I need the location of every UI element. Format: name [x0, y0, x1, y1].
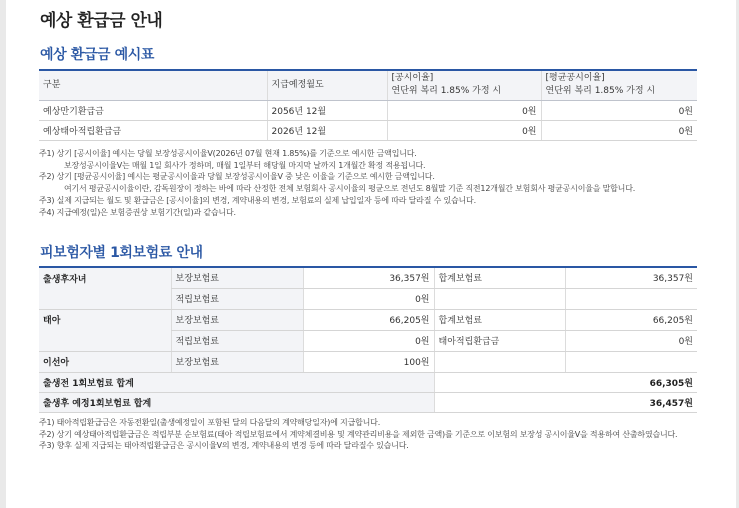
header-public-rate-sub: 연단위 복리 1.85% 가정 시 — [391, 86, 502, 97]
premium-amount: 66,205원 — [303, 309, 434, 330]
note-line: 주2) 상기 예상태아적립환급금은 적립부분 순보험료(태아 적립보험료에서 계약체결비용 및 계약관리비용을 제외한 금액)를 기준으로 이보험의 보장성 공시이율V을 적용하여 산출하였습니다. — [39, 429, 678, 439]
table-row — [39, 351, 697, 372]
total-value: 36,357원 — [565, 267, 697, 288]
row-month: 2026년 12월 — [267, 120, 387, 140]
insured-name: 태아 — [39, 309, 171, 330]
note-line: 보장성공시이율Ⅴ는 매월 1일 회사가 정하며, 매월 1일부터 해당월 마지막 날까지 1개월간 확정 적용됩니다. — [64, 160, 426, 170]
table-row — [39, 100, 697, 120]
table-row — [39, 120, 697, 140]
row-month: 2056년 12월 — [267, 100, 387, 120]
row-name: 예상만기환급금 — [39, 100, 267, 120]
total-label: 합계보험료 — [434, 267, 565, 288]
summary-value: 36,457원 — [434, 392, 697, 412]
note-line: 주1) 상기 [공시이율] 예시는 당월 보장성공시이율Ⅴ(2026년 07월 현재 1.85%)를 기준으로 예시한 금액입니다. — [39, 149, 417, 158]
total-label: 합계보험료 — [434, 309, 565, 330]
table-row — [39, 288, 697, 309]
summary-label: 출생전 1회보험료 합계 — [39, 372, 434, 392]
refund-estimate-table — [39, 69, 697, 141]
row-average-rate-value: 0원 — [541, 120, 697, 140]
total-value: 66,205원 — [565, 309, 697, 330]
note-line: 주4) 지급예정(일)은 보험증권상 보험기간(일)과 같습니다. — [39, 207, 236, 217]
insured-name — [39, 330, 171, 351]
total-label — [434, 351, 565, 372]
note-line: 주2) 상기 [평균공시이율] 예시는 평균공시이율과 당월 보장성공시이율Ⅴ 중 낮은 이율을 기준으로 예시한 금액입니다. — [39, 172, 435, 182]
premium-notes — [39, 417, 677, 452]
note-line: 여기서 평균공시이율이란, 감독원장이 정하는 바에 따라 산정한 전체 보험회사 공시이율의 평균으로 전년도 8월말 기준 직전12개월간 보험회사 평균공시이율을 말합니다. — [64, 184, 636, 194]
refund-notes — [39, 148, 635, 218]
premium-type: 적립보험료 — [171, 288, 303, 309]
header-payment-month: 지급예정월도 — [267, 70, 387, 100]
note-line: 주1) 태아적립환급금은 자동전환일(출생예정일이 포함된 달의 다음달의 계약해당일자)에 지급합니다. — [39, 418, 381, 427]
note-line: 주3) 실제 지급되는 월도 및 환급금은 [공시이율]의 변경, 계약내용의 변경, 보험료의 실제 납입일자 등에 따라 달라질 수 있습니다. — [39, 195, 476, 205]
total-value — [565, 351, 697, 372]
header-average-rate-label: [평균공시이율] — [545, 73, 605, 84]
premium-table — [39, 266, 697, 413]
premium-type: 적립보험료 — [171, 330, 303, 351]
premium-amount: 0원 — [303, 288, 434, 309]
page-title: 예상 환급금 안내 — [40, 11, 163, 31]
row-average-rate-value: 0원 — [541, 100, 697, 120]
document-sheet — [6, 0, 736, 508]
insured-name — [39, 288, 171, 309]
header-average-rate — [541, 70, 697, 100]
premium-type: 보장보험료 — [171, 267, 303, 288]
summary-value: 66,305원 — [434, 372, 697, 392]
table-row — [39, 309, 697, 330]
table-row — [39, 330, 697, 351]
refund-table-title: 예상 환급금 예시표 — [40, 47, 154, 63]
header-public-rate — [387, 70, 541, 100]
total-value: 0원 — [565, 330, 697, 351]
total-label: 태아적립환급금 — [434, 330, 565, 351]
refund-table-header — [39, 70, 697, 100]
premium-type: 보장보험료 — [171, 351, 303, 372]
note-line: 주3) 향후 실제 지급되는 태아적립환급금은 공시이율V의 변경, 계약내용의 변경 등에 따라 달라질수 있습니다. — [39, 441, 409, 451]
summary-row — [39, 392, 697, 412]
header-average-rate-sub: 연단위 복리 1.85% 가정 시 — [545, 86, 656, 97]
summary-label: 출생후 예정1회보험료 합계 — [39, 392, 434, 412]
summary-row — [39, 372, 697, 392]
insured-name: 출생후자녀 — [39, 267, 171, 288]
premium-amount: 36,357원 — [303, 267, 434, 288]
total-value — [565, 288, 697, 309]
header-public-rate-label: [공시이율] — [391, 73, 434, 84]
header-category: 구분 — [39, 70, 267, 100]
row-public-rate-value: 0원 — [387, 120, 541, 140]
insured-name: 이선아 — [39, 351, 171, 372]
row-name: 예상태아적립환급금 — [39, 120, 267, 140]
premium-type: 보장보험료 — [171, 309, 303, 330]
premium-amount: 100원 — [303, 351, 434, 372]
total-label — [434, 288, 565, 309]
row-public-rate-value: 0원 — [387, 100, 541, 120]
premium-table-title: 피보험자별 1회보험료 안내 — [40, 245, 203, 261]
premium-amount: 0원 — [303, 330, 434, 351]
table-row — [39, 267, 697, 288]
